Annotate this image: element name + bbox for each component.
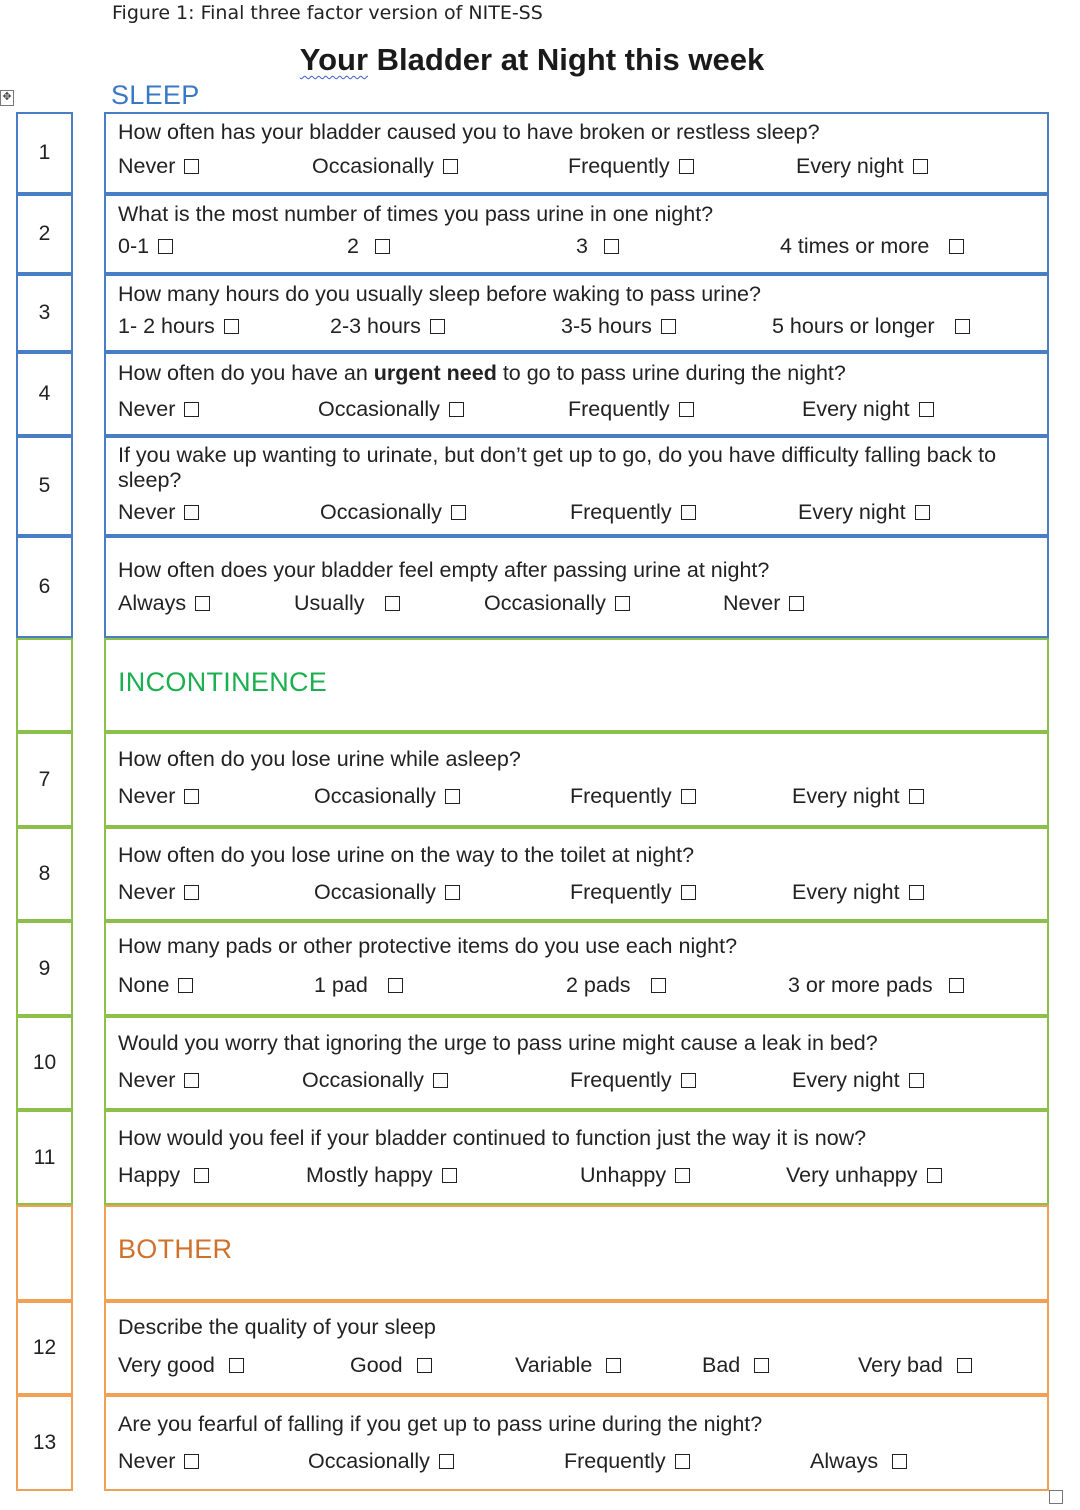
- section-heading-sleep: SLEEP: [111, 80, 200, 110]
- checkbox[interactable]: [195, 596, 210, 611]
- figure-caption: Figure 1: Final three factor version of NITE-SS: [112, 2, 543, 24]
- checkbox[interactable]: [949, 978, 964, 993]
- checkbox[interactable]: [949, 239, 964, 254]
- question-6: [104, 536, 1049, 638]
- checkbox[interactable]: [445, 885, 460, 900]
- checkbox[interactable]: [651, 978, 666, 993]
- question-11: [104, 1110, 1049, 1205]
- checkbox[interactable]: [675, 1454, 690, 1469]
- option-variable[interactable]: Variable: [515, 1353, 621, 1378]
- answer-options: [118, 1068, 1035, 1098]
- checkbox[interactable]: [158, 239, 173, 254]
- option-never[interactable]: Never: [118, 1068, 199, 1093]
- option-good[interactable]: Good: [350, 1353, 432, 1378]
- question-text: How many hours do you usually sleep before waking to pass urine?: [118, 282, 761, 306]
- row-number-8: 8: [16, 827, 73, 921]
- option-0-1[interactable]: 0-1: [118, 234, 173, 259]
- option-never[interactable]: Never: [118, 397, 199, 422]
- option-every-night[interactable]: Every night: [802, 397, 934, 422]
- option-frequently[interactable]: Frequently: [568, 397, 694, 422]
- checkbox[interactable]: [681, 1073, 696, 1088]
- option-3-or-more-pads[interactable]: 3 or more pads: [788, 973, 964, 998]
- checkbox[interactable]: [661, 319, 676, 334]
- question-12: [104, 1301, 1049, 1395]
- option-occasionally[interactable]: Occasionally: [314, 880, 460, 905]
- answer-options: [118, 1449, 1035, 1479]
- answer-options: [118, 314, 1035, 344]
- checkbox[interactable]: [789, 596, 804, 611]
- option-every-night[interactable]: Every night: [792, 784, 924, 809]
- option-never[interactable]: Never: [118, 1449, 199, 1474]
- checkbox[interactable]: [442, 1168, 457, 1183]
- checkbox[interactable]: [681, 505, 696, 520]
- option-very-unhappy[interactable]: Very unhappy: [786, 1163, 942, 1188]
- question-3: [104, 274, 1049, 352]
- question-text: How often does your bladder feel empty after passing urine at night?: [118, 558, 770, 582]
- checkbox[interactable]: [919, 402, 934, 417]
- answer-options: [118, 591, 1035, 621]
- question-text: How often do you lose urine on the way to the toilet at night?: [118, 843, 695, 867]
- option-frequently[interactable]: Frequently: [564, 1449, 690, 1474]
- question-2: [104, 194, 1049, 274]
- option-occasionally[interactable]: Occasionally: [484, 591, 630, 616]
- option-frequently[interactable]: Frequently: [570, 1068, 696, 1093]
- row-number-5: 5: [16, 436, 73, 536]
- checkbox[interactable]: [178, 978, 193, 993]
- checkbox[interactable]: [430, 319, 445, 334]
- question-text: Would you worry that ignoring the urge to pass urine might cause a leak in bed?: [118, 1031, 878, 1055]
- option-3[interactable]: 3: [576, 234, 619, 259]
- row-number-blank: [16, 638, 73, 732]
- row-number-blank: [16, 1205, 73, 1301]
- checkbox[interactable]: [913, 159, 928, 174]
- section-heading-incontinence: INCONTINENCE: [118, 667, 328, 697]
- checkbox[interactable]: [754, 1358, 769, 1373]
- option-every-night[interactable]: Every night: [796, 154, 928, 179]
- answer-options: [118, 234, 1035, 264]
- table-move-handle-icon[interactable]: ✥: [0, 90, 14, 106]
- option-never[interactable]: Never: [118, 154, 199, 179]
- option-very-good[interactable]: Very good: [118, 1353, 244, 1378]
- option-5-hours-or-longer[interactable]: 5 hours or longer: [772, 314, 970, 339]
- checkbox[interactable]: [194, 1168, 209, 1183]
- checkbox[interactable]: [909, 885, 924, 900]
- answer-options: [118, 973, 1035, 1003]
- checkbox[interactable]: [615, 596, 630, 611]
- answer-options: [118, 880, 1035, 910]
- option-occasionally[interactable]: Occasionally: [308, 1449, 454, 1474]
- question-9: [104, 921, 1049, 1016]
- option-very-bad[interactable]: Very bad: [858, 1353, 972, 1378]
- option-2-pads[interactable]: 2 pads: [566, 973, 666, 998]
- checkbox[interactable]: [957, 1358, 972, 1373]
- row-number-10: 10: [16, 1016, 73, 1110]
- row-number-11: 11: [16, 1110, 73, 1205]
- checkbox[interactable]: [184, 1454, 199, 1469]
- checkbox[interactable]: [184, 505, 199, 520]
- checkbox[interactable]: [449, 402, 464, 417]
- question-text: What is the most number of times you pass urine in one night?: [118, 202, 714, 226]
- option-2[interactable]: 2: [347, 234, 390, 259]
- option-frequently[interactable]: Frequently: [570, 500, 696, 525]
- option-frequently[interactable]: Frequently: [570, 784, 696, 809]
- option-1-pad[interactable]: 1 pad: [314, 973, 403, 998]
- table-resize-handle-icon[interactable]: [1049, 1490, 1063, 1504]
- option-frequently[interactable]: Frequently: [568, 154, 694, 179]
- option-usually[interactable]: Usually: [294, 591, 400, 616]
- checkbox[interactable]: [681, 885, 696, 900]
- option-none[interactable]: None: [118, 973, 193, 998]
- option-bad[interactable]: Bad: [702, 1353, 769, 1378]
- question-text: How often do you lose urine while asleep?: [118, 747, 521, 771]
- checkbox[interactable]: [439, 1454, 454, 1469]
- page-title: [0, 42, 1064, 78]
- question-7: [104, 732, 1049, 827]
- row-number-12: 12: [16, 1301, 73, 1395]
- option-3-5-hours[interactable]: 3-5 hours: [561, 314, 676, 339]
- option-always[interactable]: Always: [810, 1449, 907, 1474]
- checkbox[interactable]: [909, 1073, 924, 1088]
- option-never[interactable]: Never: [118, 500, 199, 525]
- question-10: [104, 1016, 1049, 1110]
- checkbox[interactable]: [955, 319, 970, 334]
- option-occasionally[interactable]: Occasionally: [312, 154, 458, 179]
- checkbox[interactable]: [229, 1358, 244, 1373]
- checkbox[interactable]: [417, 1358, 432, 1373]
- option-occasionally[interactable]: Occasionally: [314, 784, 460, 809]
- question-text: How often do you have an urgent need to go to pass urine during the night?: [118, 361, 846, 385]
- checkbox[interactable]: [915, 505, 930, 520]
- question-8: [104, 827, 1049, 921]
- option-never[interactable]: Never: [118, 880, 199, 905]
- checkbox[interactable]: [184, 885, 199, 900]
- checkbox[interactable]: [385, 596, 400, 611]
- option-always[interactable]: Always: [118, 591, 210, 616]
- option-occasionally[interactable]: Occasionally: [320, 500, 466, 525]
- checkbox[interactable]: [184, 402, 199, 417]
- row-number-6: 6: [16, 536, 73, 638]
- section-row-bother: [104, 1205, 1049, 1301]
- checkbox[interactable]: [184, 789, 199, 804]
- answer-options: [118, 1353, 1035, 1383]
- row-number-4: 4: [16, 352, 73, 436]
- row-number-3: 3: [16, 274, 73, 352]
- checkbox[interactable]: [433, 1073, 448, 1088]
- answer-options: [118, 397, 1035, 427]
- answer-options: [118, 154, 1035, 184]
- question-5: [104, 436, 1049, 536]
- option-frequently[interactable]: Frequently: [570, 880, 696, 905]
- option-never[interactable]: Never: [118, 784, 199, 809]
- row-number-9: 9: [16, 921, 73, 1016]
- question-1: [104, 112, 1049, 194]
- answer-options: [118, 784, 1035, 814]
- option-mostly-happy[interactable]: Mostly happy: [306, 1163, 457, 1188]
- checkbox[interactable]: [604, 239, 619, 254]
- question-4: [104, 352, 1049, 436]
- question-text: If you wake up wanting to urinate, but don’t get up to go, do you have difficulty falling back to sleep?: [118, 443, 997, 492]
- option-occasionally[interactable]: Occasionally: [318, 397, 464, 422]
- question-text: How often has your bladder caused you to have broken or restless sleep?: [118, 120, 820, 144]
- section-heading-bother: BOTHER: [118, 1234, 233, 1264]
- question-text: How many pads or other protective items do you use each night?: [118, 934, 738, 958]
- checkbox[interactable]: [443, 159, 458, 174]
- checkbox[interactable]: [184, 159, 199, 174]
- option-every-night[interactable]: Every night: [792, 880, 924, 905]
- checkbox[interactable]: [388, 978, 403, 993]
- section-row-incontinence: [104, 638, 1049, 732]
- question-13: [104, 1395, 1049, 1491]
- checkbox[interactable]: [909, 789, 924, 804]
- option-1-2-hours[interactable]: 1- 2 hours: [118, 314, 239, 339]
- checkbox[interactable]: [675, 1168, 690, 1183]
- question-text: Are you fearful of falling if you get up to pass urine during the night?: [118, 1412, 763, 1436]
- answer-options: [118, 500, 1035, 530]
- answer-options: [118, 1163, 1035, 1193]
- checkbox[interactable]: [606, 1358, 621, 1373]
- checkbox[interactable]: [184, 1073, 199, 1088]
- option-4-or-more[interactable]: 4 times or more: [780, 234, 964, 259]
- option-happy[interactable]: Happy: [118, 1163, 209, 1188]
- title-rest: Bladder at Night this week: [368, 42, 765, 77]
- checkbox[interactable]: [445, 789, 460, 804]
- row-number-2: 2: [16, 194, 73, 274]
- option-every-night[interactable]: Every night: [792, 1068, 924, 1093]
- option-2-3-hours[interactable]: 2-3 hours: [330, 314, 445, 339]
- row-number-13: 13: [16, 1395, 73, 1491]
- checkbox[interactable]: [224, 319, 239, 334]
- checkbox[interactable]: [679, 159, 694, 174]
- question-text: Describe the quality of your sleep: [118, 1315, 436, 1339]
- checkbox[interactable]: [375, 239, 390, 254]
- checkbox[interactable]: [892, 1454, 907, 1469]
- option-unhappy[interactable]: Unhappy: [580, 1163, 690, 1188]
- option-every-night[interactable]: Every night: [798, 500, 930, 525]
- checkbox[interactable]: [681, 789, 696, 804]
- question-text: How would you feel if your bladder continued to function just the way it is now?: [118, 1126, 867, 1150]
- title-first-word: Your: [299, 42, 369, 77]
- row-number-7: 7: [16, 732, 73, 827]
- checkbox[interactable]: [451, 505, 466, 520]
- option-occasionally[interactable]: Occasionally: [302, 1068, 448, 1093]
- option-never[interactable]: Never: [723, 591, 804, 616]
- checkbox[interactable]: [927, 1168, 942, 1183]
- row-number-1: 1: [16, 112, 73, 194]
- checkbox[interactable]: [679, 402, 694, 417]
